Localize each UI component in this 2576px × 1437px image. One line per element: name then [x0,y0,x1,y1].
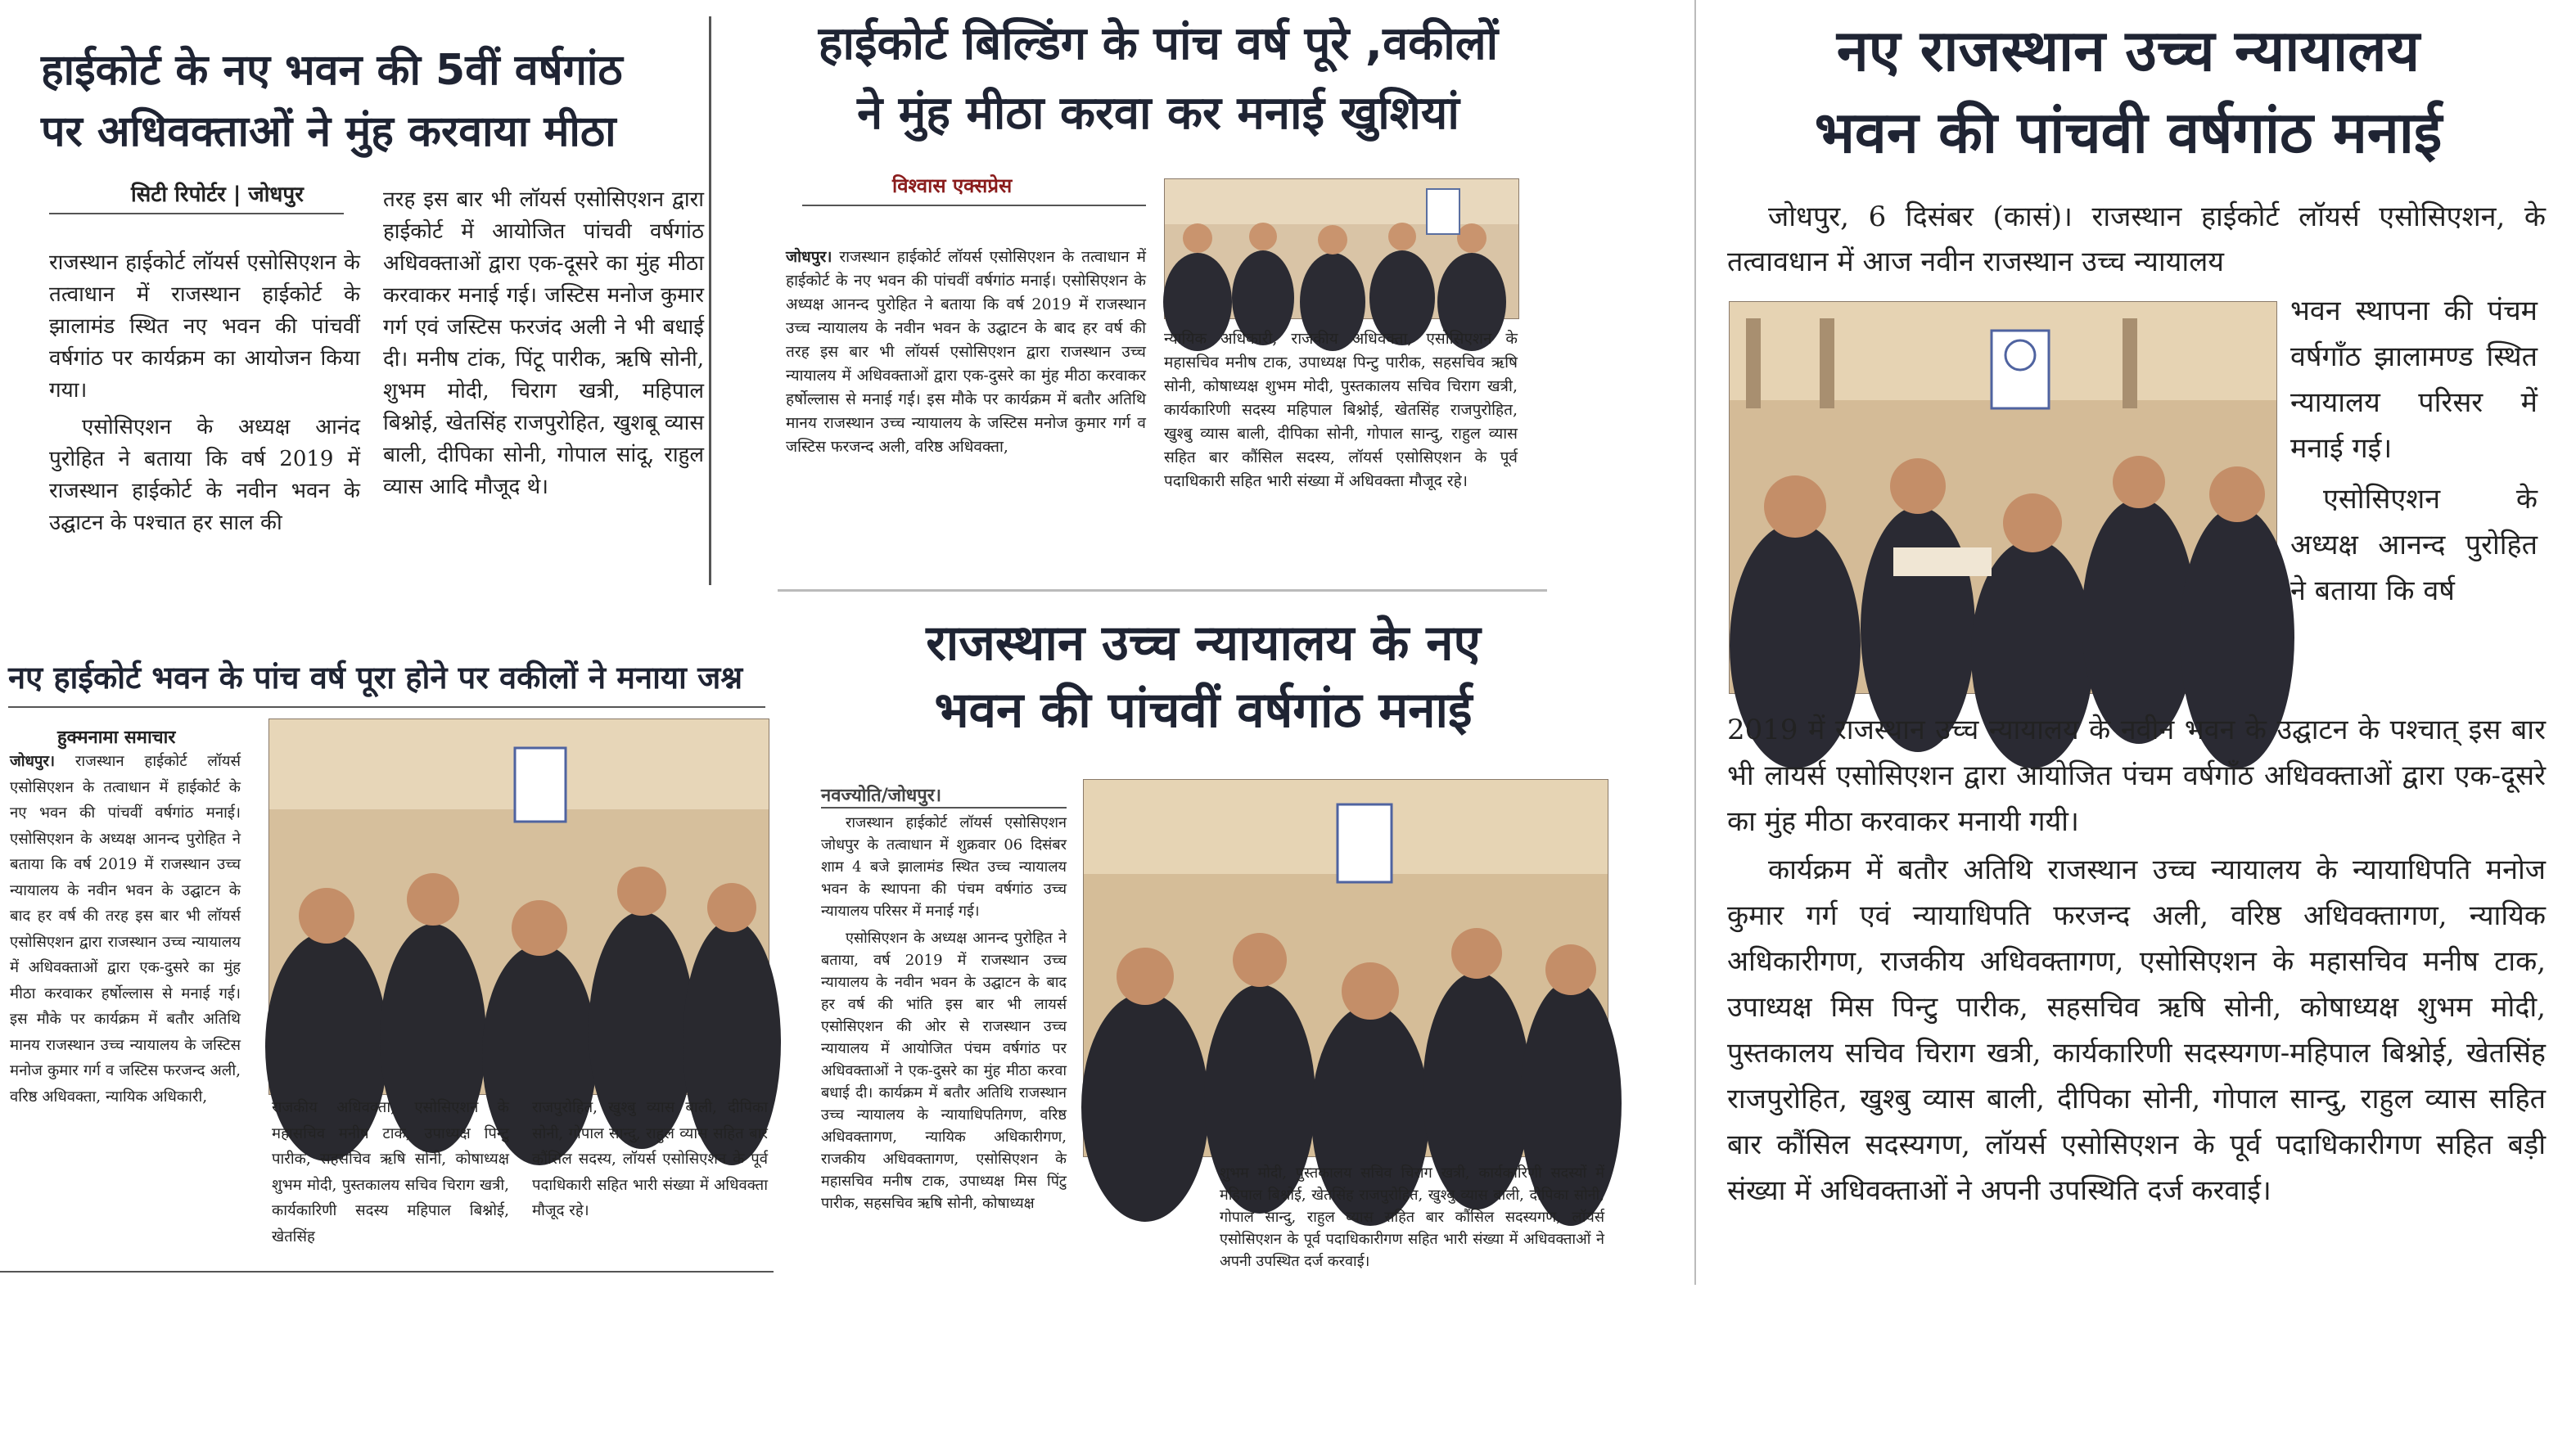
clip1-col1-para1: राजस्थान हाईकोर्ट लॉयर्स एसोसिएशन के तत्वाधान में राजस्थान हाईकोर्ट के झालामंड स्थित नए भवन की पांचवीं वर्षगांठ पर कार्यक्रम का आयोजन किया गया। [49,250,360,403]
clip5-col1-para2: एसोसिएशन के अध्यक्ष आनन्द पुरोहित ने बताया, वर्ष 2019 में राजस्थान उच्च न्यायालय के नवीन भवन के उद्घाटन के बाद हर वर्ष की भांति इस बार भी लायर्स एसोसिएशन की ओर से राजस्थान उच्च न्यायालय में आयोजित पंचम वर्षगांठ पर अधिवक्ताओं ने एक-दुसरे का मुंह मीठा करवा बधाई दी। कार्यक्रम में बतौर अतिथि राजस्थान उच्च न्यायालय के न्यायाधिपतिगण, वरिष्ठ अधिवक्तागण, न्यायिक अधिकारीगण, राजकीय अधिवक्तागण, एसोसिएशन के महासचिव मनीष टाक, उपाध्यक्ष मिस पिंटु पारीक, सहसचिव ऋषि सोनी, कोषाध्यक्ष [821,930,1067,1212]
clip2-headline-line2: ने मुंह मीठा करवा कर मनाई खुशियां [857,87,1459,140]
clip1-column-1 [49,247,360,583]
clip3-headline-line1: नए राजस्थान उच्च न्यायालय [1836,17,2420,84]
clip4-headline: नए हाईकोर्ट भवन के पांच वर्ष पूरा होने पर वकीलों ने मनाया जश्न [8,660,743,696]
clip5-byline: नवज्योति/जोधपुर। [821,786,942,806]
news-clip-3 [1694,0,2576,1285]
news-clip-1 [33,16,712,585]
clip3-para1: जोधपुर, 6 दिसंबर (कासं)। राजस्थान हाईकोर्ट लॉयर्स एसोसिएशन, के तत्वावधान में आज नवीन राजस्थान उच्च न्यायालय [1727,200,2546,278]
clip5-column-1 [821,812,1067,1212]
clip3-photo [1729,301,2277,694]
clip4-byline: हुक्मनामा समाचार [57,728,176,748]
clip2-dateline: जोधपुर। [786,248,832,266]
news-clip-4 [0,610,774,1281]
clip3-para2: 2019 में राजस्थान उच्च न्यायालय के नवीन भवन के उद्घाटन के पश्चात् इस बार भी लायर्स एसोसिएशन द्वारा आयोजित पंचम वर्षगाँठ अधिवक्ताओं द्वारा एक-दूसरे का मुंह मीठा करवाकर मनायी गयी। [1727,714,2546,838]
clip3-side-para1: भवन स्थापना की पंचम वर्षगाँठ झालामण्ड स्थित न्यायालय परिसर में मनाई गई। [2290,295,2538,465]
clip2-col1-text: राजस्थान हाईकोर्ट लॉयर्स एसोसिएशन के तत्वाधान में हाईकोर्ट के नए भवन की पांचवीं वर्षगांठ मनाई। एसोसिएशन के अध्यक्ष आनन्द पुरोहित ने बताया कि वर्ष 2019 में राजस्थान उच्च न्यायालय के नवीन भवन के उद्घाटन के बाद हर वर्ष की तरह इस बार भी लॉयर्स एसोसिएशन द्वारा राजस्थान उच्च न्यायालय में अधिवक्ताओं द्वारा एक-दुसरे का मुंह मीठा करवाकर हर्षोल्लास से मनाई गई। इस मौके पर कार्यक्रम में बतौर अतिथि मानय राजस्थान उच्च न्यायालय के जस्टिस मनोज कुमार गर्ग व जस्टिस फरजन्द अली, वरिष्ठ अधिवक्ता, [786,248,1146,456]
clip5-col2-text: शुभम मोदी, पुस्तकालय सचिव चिराग खत्री, कार्यकारिणी सदस्यों में महिपाल बिश्नोई, खेतसिंह राजपुरोहित, खुश्बु व्यास बाली, दीपिका सोनी, गोपाल सान्दु, राहुल व्यास सहित बार कौंसिल सदस्यगण, लॉयर्स एसोसिएशन के पूर्व पदाधिकारीगण सहित भारी संख्या में अधिवक्ताओं ने अपनी उपस्थित दर्ज करवाई। [1220,1164,1604,1270]
clip5-headline-line1: राजस्थान उच्च न्यायालय के नए [926,615,1481,672]
clip1-column-2 [383,184,704,585]
clip4-column-1 [10,749,241,1273]
clip2-col2-text: न्यायिक अधिकारी, राजकीय अधिवक्ता, एसोसिएशन के महासचिव मनीष टाक, उपाध्यक्ष पिन्टु पारीक, सहसचिव ऋषि सोनी, कोषाध्यक्ष शुभम मोदी, पुस्तकालय सचिव चिराग खत्री, कार्यकारिणी सदस्य महिपाल बिश्नोई, खेतसिंह राजपुरोहित, खुश्बु व्यास बाली, दीपिका सोनी, गोपाल सान्दु, राहुल व्यास सहित बार कौंसिल सदस्य, लॉयर्स एसोसिएशन के पूर्व पदाधिकारी सहित भारी संख्या में अधिवक्ता मौजूद रहे। [1164,330,1518,490]
clip2-photo [1164,178,1519,319]
clip4-col2-text: राजकीय अधिवक्ता, एसोसिएशन के महासचिव मनीष टाक, उपाध्यक्ष पिन्टु पारीक, सहसचिव ऋषि सोनी, कोषाध्यक्ष शुभम मोदी, पुस्तकालय सचिव चिराग खत्री, कार्यकारिणी सदस्य महिपाल बिश्नोई, खेतसिंह [272,1099,509,1246]
clip4-col1-text: राजस्थान हाईकोर्ट लॉयर्स एसोसिएशन के तत्वाधान में हाईकोर्ट के नए भवन की पांचवीं वर्षगांठ मनाई। एसोसिएशन के अध्यक्ष आनन्द पुरोहित ने बताया कि वर्ष 2019 में राजस्थान उच्च न्यायालय के नवीन भवन के उद्घाटन के बाद हर वर्ष की तरह इस बार भी लॉयर्स एसोसिएशन द्वारा राजस्थान उच्च न्यायालय में अधिवक्ताओं द्वारा एक-दुसरे का मुंह मीठा करवाकर हर्षोल्लास से मनाई गई। इस मौके पर कार्यक्रम में बतौर अतिथि मानय राजस्थान उच्च न्यायालय के जस्टिस मनोज कुमार गर्ग व जस्टिस फरजन्द अली, वरिष्ठ अधिवक्ता, न्यायिक अधिकारी, [10,753,241,1106]
celebration-photo [1084,780,1608,1156]
clip5-column-2 [821,1090,1067,1254]
clip5-photo [1083,779,1608,1157]
clip2-byline: विश्वास एक्सप्रेस [892,174,1013,197]
clip1-headline-line2: पर अधिवक्ताओं ने मुंह करवाया मीठा [41,107,616,156]
clip2-headline-line1: हाईकोर्ट बिल्डिंग के पांच वर्ष पूरे ,वकीलों [818,17,1499,70]
clip3-left-border [1694,0,1696,1285]
celebration-photo [1730,302,2276,693]
news-clip-2 [778,8,1555,593]
celebration-photo [269,719,769,1094]
clip5-column-3 [1220,1162,1604,1309]
clip1-col2-para1: तरह इस बार भी लॉयर्स एसोसिएशन द्वारा हाईकोर्ट में आयोजित पांचवी वर्षगांठ अधिवक्ताओं द्वारा एक-दूसरे का मुंह मीठा करवाकर मनाई गई। जस्टिस मनोज कुमार गर्ग एवं जस्टिस फरजंद अली ने भी बधाई दी। मनीष टांक, पिंटू पारीक, ऋषि सोनी, शुभम मोदी, चिराग खत्री, महिपाल बिश्नोई, खेतसिंह राजपुरोहित, खुशबू व्यास बाली, दीपिका सोनी, गोपाल सांदू, राहुल व्यास आदि मौजूद थे। [383,187,704,499]
clip2-byline-rule [802,205,1146,206]
clip4-headline-rule [8,706,765,708]
clip3-side-para2: एसोसिएशन के अध्यक्ष आनन्द पुरोहित ने बताया कि वर्ष [2290,483,2538,607]
clip3-para3: कार्यक्रम में बतौर अतिथि राजस्थान उच्च न्यायालय के न्यायाधिपति मनोज कुमार गर्ग एवं न्यायाधिपति फरजन्द अली, वरिष्ठ अधिवक्तागण, न्यायिक अधिकारीगण, राजकीय अधिवक्तागण, एसोसिएशन के महासचिव मनीष टाक, उपाध्यक्ष मिस पिन्टु पारीक, सहसचिव ऋषि सोनी, कोषाध्यक्ष शुभम मोदी, पुस्तकालय सचिव चिराग खत्री, कार्यकारिणी सदस्यगण-महिपाल बिश्नोई, खेतसिंह राजपुरोहित, खुश्बु व्यास बाली, दीपिका सोनी, गोपाल सान्दु, राहुल व्यास सहित बार कौंसिल सदस्यगण, लॉयर्स एसोसिएशन के पूर्व पदाधिकारीगण सहित बड़ी संख्या में अधिवक्ताओं ने अपनी उपस्थिति दर्ज करवाई। [1727,854,2546,1207]
clip4-column-3 [532,1095,768,1275]
clip1-byline-rule [49,213,344,214]
clip4-dateline: जोधपुर। [10,753,55,770]
clip3-side-column [2290,288,2538,705]
clip5-byline-rule [821,807,1067,809]
clip1-col1-para2: एसोसिएशन के अध्यक्ष आनंद पुरोहित ने बताया कि वर्ष 2019 में राजस्थान हाईकोर्ट के नवीन भवन के उद्घाटन के पश्चात हर साल की [49,415,360,535]
celebration-photo [1165,179,1518,318]
clip5-headline-line2: भवन की पांचवीं वर्षगांठ मनाई [934,682,1473,739]
clip2-column-2 [1164,327,1518,589]
clip3-headline-line2: भवन की पांचवी वर्षगांठ मनाई [1814,99,2443,166]
clip4-photo [268,718,769,1095]
clip4-col3-text: राजपुरोहित, खुश्बु व्यास बाली, दीपिका सोनी, गोपाल सान्दु, राहुल व्यास सहित बार कौंसिल सदस्य, लॉयर्स एसोसिएशन के पूर्व पदाधिकारी सहित भारी संख्या में अधिवक्ता मौजूद रहे। [532,1099,768,1219]
clip4-column-2 [272,1095,509,1275]
news-clip-5 [806,606,1625,1309]
clip4-bottom-border [0,1271,774,1273]
clip2-column-1 [786,246,1146,589]
clip1-headline-line1: हाईकोर्ट के नए भवन की 5वीं वर्षगांठ [41,46,623,95]
clip2-bottom-border [778,589,1547,592]
clip1-right-border [709,16,711,585]
clip5-col1-para1: राजस्थान हाईकोर्ट लॉयर्स एसोसिएशन जोधपुर के तत्वाधान में शुक्रवार 06 दिसंबर शाम 4 बजे झालामंड स्थित उच्च न्यायालय भवन के स्थापना की पंचम वर्षगांठ उच्च न्यायालय परिसर में मनाई गई। [821,814,1067,920]
clip1-byline: सिटी रिपोर्टर | जोधपुर [131,182,304,207]
